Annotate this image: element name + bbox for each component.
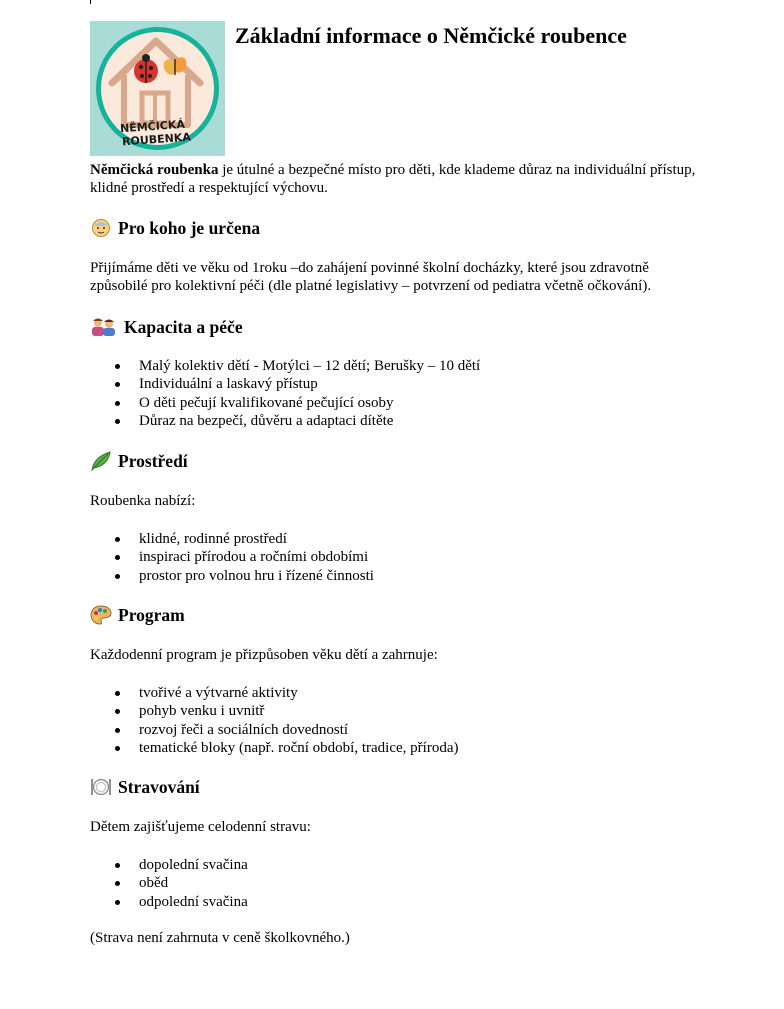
section-paragraph: Dětem zajišťujeme celodenní stravu: — [90, 819, 311, 835]
people-icon — [90, 317, 118, 337]
list-item: prostor pro volnou hru i řízené činnosti — [90, 567, 374, 585]
page-corner-mark — [90, 0, 91, 4]
list-item: O děti pečují kvalifikované pečující osoby — [90, 394, 480, 412]
list-item: odpolední svačina — [90, 893, 248, 911]
palette-icon — [90, 605, 112, 625]
section-heading-text: Stravování — [118, 777, 200, 797]
list-item: tvořivé a výtvarné aktivity — [90, 684, 458, 702]
section-paragraph: Roubenka nabízí: — [90, 493, 196, 509]
list-item: klidné, rodinné prostředí — [90, 530, 374, 548]
list-item: oběd — [90, 874, 248, 892]
section-paragraph: Přijímáme děti ve věku od 1roku –do zahájení povinné školní docházky, které jsou zdravotně způsobilé pro kolektivní péči (dle platné legislativy – potvrzení od pediatra včetně očkování). — [90, 260, 652, 294]
section-heading-text: Kapacita a péče — [124, 317, 243, 337]
capacity-list — [90, 357, 480, 430]
section-paragraph: Každodenní program je přizpůsoben věku dětí a zahrnuje: — [90, 647, 438, 663]
list-item: Důraz na bezpečí, důvěru a adaptaci dítěte — [90, 412, 480, 430]
section-heading-text: Program — [118, 605, 185, 625]
section-heading-text: Prostředí — [118, 451, 188, 471]
baby-face-icon — [90, 218, 112, 238]
list-item: Individuální a laskavý přístup — [90, 375, 480, 393]
list-item: dopolední svačina — [90, 856, 248, 874]
logo-text-1: NĚMČICKÁ — [119, 117, 186, 136]
list-item: Malý kolektiv dětí - Motýlci – 12 dětí; Berušky – 10 dětí — [90, 357, 480, 375]
environment-list — [90, 530, 374, 585]
plate-cutlery-icon — [90, 777, 112, 797]
meals-note: (Strava není zahrnuta v ceně školkovného.) — [90, 930, 350, 946]
section-heading-text: Pro koho je určena — [118, 218, 261, 238]
logo-text-2: ROUBENKA — [121, 130, 192, 149]
list-item: tematické bloky (např. roční období, tradice, příroda) — [90, 739, 458, 757]
section-heading-capacity — [90, 316, 243, 338]
intro-text: je útulné a bezpečné místo pro děti, kde klademe důraz na individuální přístup, klidné prostředí a respektující výchovu. — [90, 162, 696, 196]
intro-paragraph — [90, 161, 700, 197]
list-item: pohyb venku i uvnitř — [90, 702, 458, 720]
leaf-icon — [90, 451, 112, 471]
page-title: Základní informace o Němčické roubence — [235, 23, 627, 48]
list-item: rozvoj řeči a sociálních dovedností — [90, 721, 458, 739]
section-heading-meals — [90, 776, 200, 798]
section-heading-environment — [90, 450, 188, 472]
program-list — [90, 684, 458, 757]
logo — [90, 21, 225, 156]
section-heading-program — [90, 604, 185, 626]
section-heading-target — [90, 217, 260, 239]
meals-list — [90, 856, 248, 911]
list-item: inspiraci přírodou a ročními obdobími — [90, 548, 374, 566]
intro-bold: Němčická roubenka — [90, 162, 219, 178]
